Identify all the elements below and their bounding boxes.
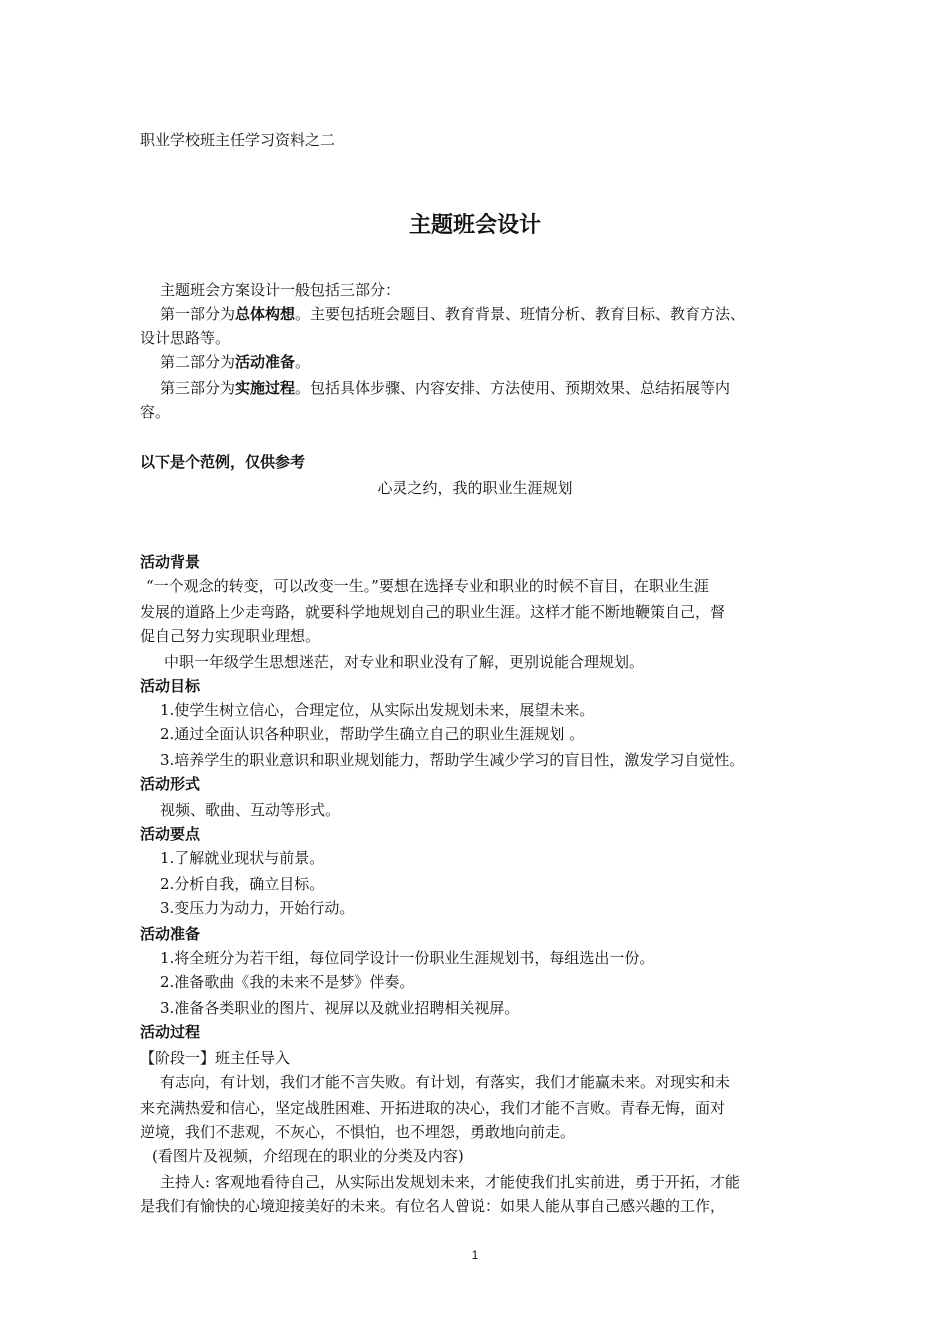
- goals-heading: 活动目标: [140, 677, 201, 695]
- part1-post: 。主要包括班会题目、教育背景、班情分析、教育目标、教育方法、: [295, 305, 746, 323]
- prep-item: 2.准备歌曲《我的未来不是梦》伴奏。: [160, 973, 415, 991]
- part3-pre: 第三部分为: [160, 379, 236, 397]
- document-header: 职业学校班主任学习资料之二: [140, 131, 336, 149]
- part2-line: [160, 350, 850, 374]
- intro-text: 主题班会方案设计一般包括三部分：: [160, 281, 401, 299]
- prep-item: 3.准备各类职业的图片、视屏以及就业招聘相关视屏。: [160, 999, 520, 1017]
- part3-line: [160, 376, 850, 400]
- point-item: 2.分析自我，确立目标。: [160, 875, 325, 893]
- prep-item: 1.将全班分为若干组，每位同学设计一份职业生涯规划书，每组选出一份。: [160, 949, 655, 967]
- part1-cont: 设计思路等。: [140, 329, 231, 347]
- background-line-2: 中职一年级学生思想迷茫，对专业和职业没有了解，更别说能合理规划。: [164, 653, 645, 671]
- example-label: 以下是个范例，仅供参考: [140, 453, 306, 471]
- point-item: 3.变压力为动力，开始行动。: [160, 899, 355, 917]
- goal-item: 1.使学生树立信心，合理定位，从实际出发规划未来，展望未来。: [160, 701, 595, 719]
- page-number: 1: [471, 1248, 479, 1262]
- background-heading: 活动背景: [140, 553, 201, 571]
- process-para1-line: 逆境，我们不悲观，不灰心，不惧怕，也不埋怨，勇敢地向前走。: [140, 1123, 576, 1141]
- form-heading: 活动形式: [140, 775, 201, 793]
- part1-bold: 总体构想: [235, 305, 296, 323]
- process-para2-line: 是我们有愉快的心境迎接美好的未来。有位名人曾说：如果人能从事自己感兴趣的工作，: [140, 1197, 726, 1215]
- process-heading: 活动过程: [140, 1023, 201, 1041]
- part3-bold: 实施过程: [235, 379, 296, 397]
- process-note: (看图片及视频，介绍现在的职业的分类及内容): [152, 1147, 464, 1165]
- background-line: “一个观念的转变，可以改变一生。”要想在选择专业和职业的时候不盲目，在职业生涯: [146, 577, 709, 595]
- goal-item: 2.通过全面认识各种职业，帮助学生确立自己的职业生涯规划 。: [160, 725, 585, 743]
- part1-line: [160, 302, 850, 326]
- prep-heading: 活动准备: [140, 925, 201, 943]
- part1-pre: 第一部分为: [160, 305, 236, 323]
- points-heading: 活动要点: [140, 825, 201, 843]
- document-title: 主题班会设计: [408, 213, 541, 238]
- goal-item: 3.培养学生的职业意识和职业规划能力，帮助学生减少学习的盲目性，激发学习自觉性。: [160, 751, 745, 769]
- part2-pre: 第二部分为: [160, 353, 236, 371]
- process-para2-line: 主持人: 客观地看待自己，从实际出发规划未来，才能使我们扎实前进，勇于开拓，才能: [160, 1173, 740, 1191]
- form-text: 视频、歌曲、互动等形式。: [160, 801, 341, 819]
- point-item: 1.了解就业现状与前景。: [160, 849, 325, 867]
- part3-post: 。包括具体步骤、内容安排、方法使用、预期效果、总结拓展等内: [295, 379, 731, 397]
- process-para1-line: 来充满热爱和信心，坚定战胜困难、开拓进取的决心，我们才能不言败。青春无悔，面对: [140, 1099, 726, 1117]
- part3-cont: 容。: [140, 403, 171, 421]
- stage1-heading: 【阶段一】班主任导入: [140, 1049, 291, 1067]
- background-line: 促自己努力实现职业理想。: [140, 627, 321, 645]
- part2-post: 。: [295, 353, 311, 371]
- example-title: 心灵之约，我的职业生涯规划: [377, 479, 573, 497]
- part2-bold: 活动准备: [235, 353, 296, 371]
- background-line: 发展的道路上少走弯路，就要科学地规划自己的职业生涯。这样才能不断地鞭策自己，督: [140, 603, 726, 621]
- process-para1-line: 有志向，有计划，我们才能不言失败。有计划，有落实，我们才能赢未来。对现实和未: [160, 1073, 731, 1091]
